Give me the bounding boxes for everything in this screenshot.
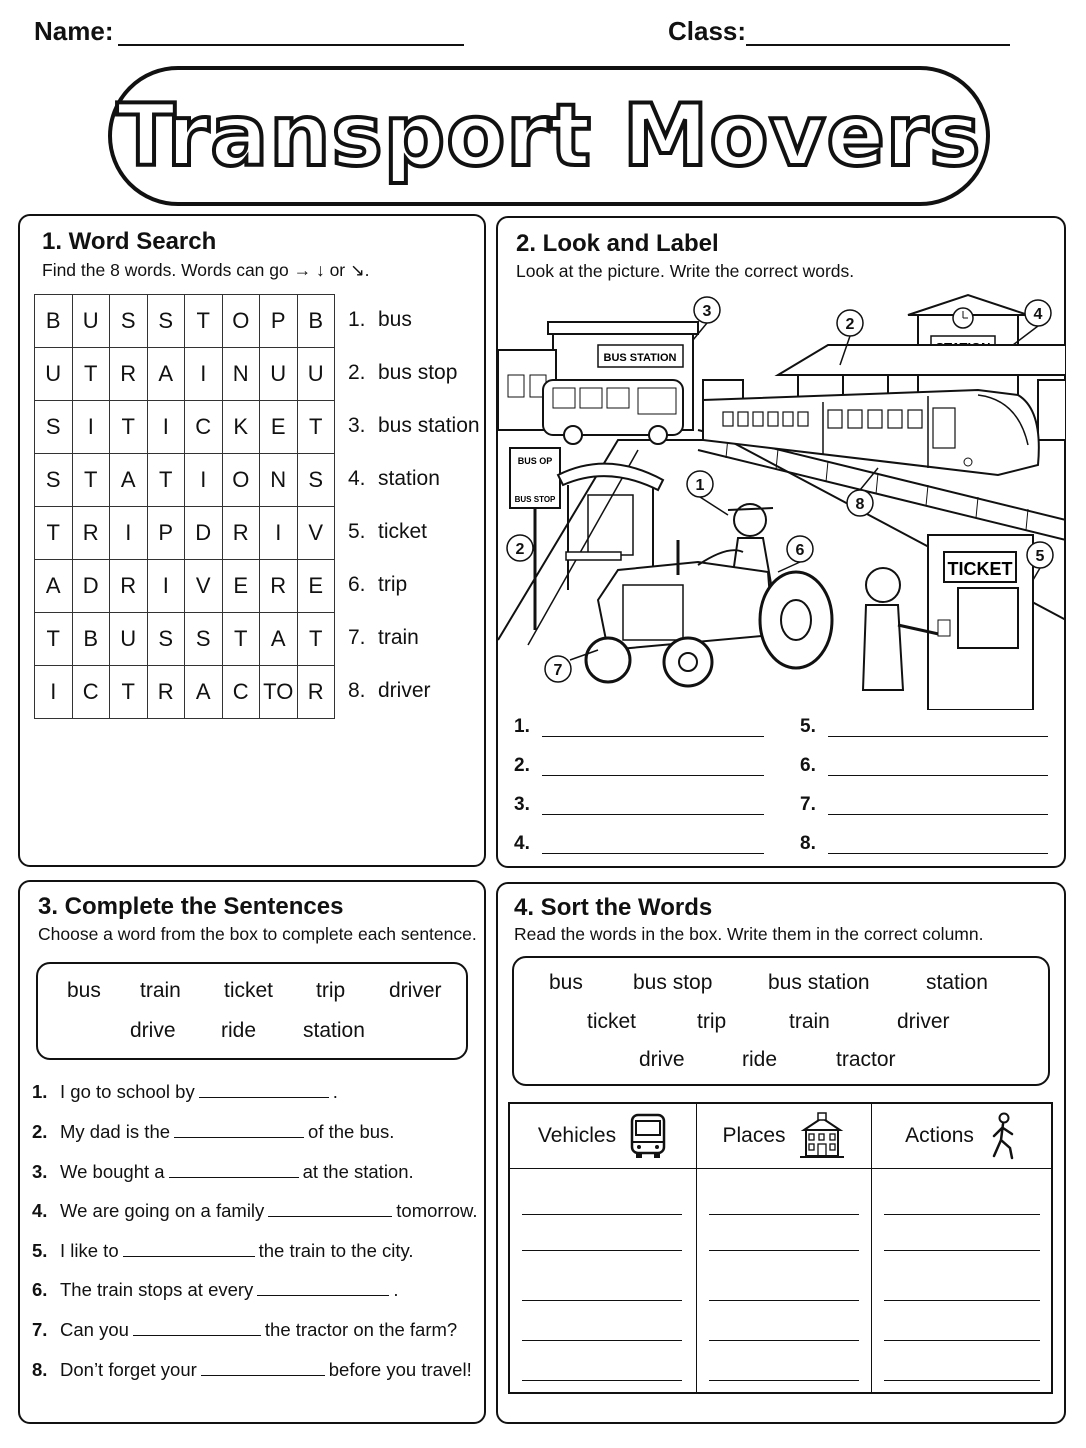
word-box-word: train (140, 979, 181, 1002)
grid-row (35, 560, 335, 613)
word-box-word: bus (67, 979, 101, 1002)
grid-cell[interactable]: U (260, 348, 298, 401)
class-input-line[interactable] (746, 44, 1010, 46)
grid-cell[interactable]: A (110, 454, 148, 507)
vehicles-line[interactable] (522, 1250, 682, 1251)
word-list-item: 3. bus station (348, 414, 480, 437)
grid-cell[interactable]: S (35, 401, 73, 454)
grid-cell[interactable]: P (147, 507, 185, 560)
grid-cell[interactable]: I (185, 454, 223, 507)
answer-8-number: 8. (800, 833, 816, 854)
sentence-5: 5. I like to the train to the city. (32, 1240, 414, 1261)
sentence-8: 8. Don’t forget your before you travel! (32, 1359, 472, 1380)
grid-cell[interactable]: R (260, 560, 298, 613)
answer-2-number: 2. (514, 755, 530, 776)
answer-3-number: 3. (514, 794, 530, 815)
grid-cell[interactable]: I (72, 401, 110, 454)
word-list (348, 308, 480, 732)
answer-7-line[interactable] (828, 814, 1048, 815)
blank-7[interactable] (133, 1318, 261, 1336)
callout-3: 3 (702, 303, 712, 320)
grid-cell[interactable]: T (147, 454, 185, 507)
places-line[interactable] (709, 1340, 859, 1341)
grid-cell[interactable]: I (110, 507, 148, 560)
answer-4-number: 4. (514, 833, 530, 854)
places-line[interactable] (709, 1380, 859, 1381)
grid-cell[interactable]: T (35, 507, 73, 560)
grid-cell[interactable]: T (35, 613, 73, 666)
word-list-item: 1. bus (348, 308, 412, 331)
grid-cell[interactable]: A (185, 666, 223, 719)
answer-5-line[interactable] (828, 736, 1048, 737)
grid-cell[interactable]: R (110, 348, 148, 401)
callout-1: 1 (695, 477, 705, 494)
blank-6[interactable] (257, 1278, 389, 1296)
answer-1-number: 1. (514, 716, 530, 737)
word-box-word: train (789, 1010, 830, 1033)
grid-cell[interactable]: U (297, 348, 335, 401)
word-box-word: tractor (836, 1048, 896, 1071)
bus-station-sign: BUS STATION (603, 352, 677, 364)
blank-2[interactable] (174, 1120, 304, 1138)
grid-cell[interactable]: O (222, 295, 260, 348)
actions-line[interactable] (884, 1340, 1040, 1341)
word-box-word: driver (389, 979, 442, 1002)
actions-line[interactable] (884, 1214, 1040, 1215)
answer-5-number: 5. (800, 716, 816, 737)
vehicles-line[interactable] (522, 1300, 682, 1301)
grid-cell[interactable]: S (185, 613, 223, 666)
actions-line[interactable] (884, 1300, 1040, 1301)
word-box-word: ticket (224, 979, 274, 1002)
grid-cell[interactable]: I (185, 348, 223, 401)
sentence-4: 4. We are going on a family tomorrow. (32, 1200, 478, 1221)
column-header-actions: Actions (872, 1104, 1053, 1168)
grid-cell[interactable]: I (260, 507, 298, 560)
grid-cell[interactable]: TO (260, 666, 298, 719)
word-search-title: 1. Word Search (42, 228, 217, 255)
page-title: Transport Movers (116, 86, 982, 186)
sentence-6: 6. The train stops at every . (32, 1279, 399, 1300)
complete-sentences-instruction: Choose a word from the box to complete each sentence. (38, 924, 477, 944)
word-box-word: drive (130, 1019, 176, 1042)
word-box-word: trip (697, 1010, 727, 1033)
walking-person-icon (986, 1112, 1020, 1160)
bus-stop-sign-top: BUS OP (517, 456, 553, 466)
column-header-vehicles: Vehicles (510, 1104, 696, 1168)
grid-cell[interactable]: E (222, 560, 260, 613)
grid-cell[interactable]: B (297, 295, 335, 348)
sentence-word-box (36, 962, 468, 1060)
vehicles-line[interactable] (522, 1214, 682, 1215)
answer-8-line[interactable] (828, 853, 1048, 854)
grid-cell[interactable]: S (297, 454, 335, 507)
sentence-3: 3. We bought a at the station. (32, 1161, 414, 1182)
grid-cell[interactable]: S (35, 454, 73, 507)
grid-cell[interactable]: O (222, 454, 260, 507)
grid-cell[interactable]: R (222, 507, 260, 560)
sort-words-title: 4. Sort the Words (514, 894, 713, 921)
grid-cell[interactable]: A (35, 560, 73, 613)
name-input-line[interactable] (118, 44, 464, 46)
word-list-item: 4. station (348, 467, 440, 490)
grid-cell[interactable]: A (260, 613, 298, 666)
vehicles-line[interactable] (522, 1340, 682, 1341)
grid-cell[interactable]: V (185, 560, 223, 613)
bus-stop-sign-bottom: BUS STOP (514, 495, 556, 504)
vehicles-line[interactable] (522, 1380, 682, 1381)
callout-8: 8 (855, 496, 865, 513)
grid-cell[interactable]: T (297, 401, 335, 454)
grid-cell[interactable]: S (147, 613, 185, 666)
callout-7: 7 (553, 662, 563, 679)
grid-cell[interactable]: N (260, 454, 298, 507)
grid-cell[interactable]: B (72, 613, 110, 666)
train-drawing (703, 390, 1039, 475)
grid-cell[interactable]: K (222, 401, 260, 454)
sentence-1: 1. I go to school by . (32, 1081, 338, 1102)
transport-scene-illustration (498, 290, 1066, 710)
grid-cell[interactable]: U (110, 613, 148, 666)
word-box-word: bus (549, 971, 583, 994)
word-list-item: 6. trip (348, 573, 408, 596)
callout-6: 6 (795, 542, 805, 559)
bus-icon (628, 1112, 668, 1160)
grid-row (35, 295, 335, 348)
class-label: Class: (668, 16, 747, 46)
tractor-drawing (586, 504, 832, 686)
grid-cell[interactable]: R (110, 560, 148, 613)
word-box-word: station (926, 971, 988, 994)
word-box-word: ticket (587, 1010, 637, 1033)
grid-cell[interactable]: E (297, 560, 335, 613)
grid-cell[interactable]: C (185, 401, 223, 454)
grid-cell[interactable]: I (35, 666, 73, 719)
word-box-word: bus station (768, 971, 870, 994)
grid-cell[interactable]: S (147, 295, 185, 348)
grid-cell[interactable]: T (110, 666, 148, 719)
name-label: Name: (34, 16, 114, 46)
blank-1[interactable] (199, 1080, 329, 1098)
grid-cell[interactable]: E (260, 401, 298, 454)
callout-2-bus-stop: 2 (515, 541, 525, 558)
grid-cell[interactable]: N (222, 348, 260, 401)
word-search-instruction: Find the 8 words. Words can go → ↓ or ↘. (42, 260, 370, 280)
answer-6-line[interactable] (828, 775, 1048, 776)
blank-8[interactable] (201, 1358, 325, 1376)
answer-7-number: 7. (800, 794, 816, 815)
grid-cell[interactable]: U (72, 295, 110, 348)
grid-cell[interactable]: U (35, 348, 73, 401)
word-list-item: 7. train (348, 626, 419, 649)
column-header-places: Places (697, 1104, 871, 1168)
grid-cell[interactable]: T (297, 613, 335, 666)
grid-cell[interactable]: B (35, 295, 73, 348)
grid-cell[interactable]: R (147, 666, 185, 719)
grid-cell[interactable]: R (72, 507, 110, 560)
complete-sentences-title: 3. Complete the Sentences (38, 893, 344, 920)
word-box-word: ride (221, 1019, 257, 1042)
actions-line[interactable] (884, 1250, 1040, 1251)
callout-4: 4 (1033, 306, 1043, 323)
word-search-grid[interactable] (34, 294, 335, 719)
word-box-word: driver (897, 1010, 950, 1033)
word-box-word: ride (742, 1048, 778, 1071)
answer-1-line[interactable] (542, 736, 764, 737)
places-line[interactable] (709, 1214, 859, 1215)
title-banner (108, 66, 990, 206)
answer-4-line[interactable] (542, 853, 764, 854)
grid-cell[interactable]: T (222, 613, 260, 666)
word-box-word: drive (639, 1048, 685, 1071)
sort-words-instruction: Read the words in the box. Write them in the correct column. (514, 924, 984, 944)
callout-5: 5 (1035, 548, 1045, 565)
grid-cell[interactable]: A (147, 348, 185, 401)
grid-row (35, 401, 335, 454)
grid-cell[interactable]: R (297, 666, 335, 719)
bus-drawing (543, 380, 683, 444)
building-icon (798, 1112, 846, 1160)
places-line[interactable] (709, 1250, 859, 1251)
ticket-booth-drawing (863, 535, 1033, 710)
grid-cell[interactable]: T (72, 454, 110, 507)
grid-cell[interactable]: C (72, 666, 110, 719)
word-list-item: 5. ticket (348, 520, 428, 543)
callout-2-platform: 2 (845, 316, 855, 333)
grid-cell[interactable]: T (110, 401, 148, 454)
grid-cell[interactable]: C (222, 666, 260, 719)
look-label-instruction: Look at the picture. Write the correct words. (516, 261, 855, 281)
grid-row (35, 348, 335, 401)
actions-line[interactable] (884, 1380, 1040, 1381)
grid-cell[interactable]: S (110, 295, 148, 348)
answer-3-line[interactable] (542, 814, 764, 815)
grid-cell[interactable]: D (185, 507, 223, 560)
grid-row (35, 454, 335, 507)
grid-row (35, 666, 335, 719)
blank-5[interactable] (123, 1239, 255, 1257)
word-box-word: bus stop (633, 971, 713, 994)
grid-cell[interactable]: I (147, 560, 185, 613)
blank-4[interactable] (268, 1199, 392, 1217)
sentence-2: 2. My dad is the of the bus. (32, 1121, 395, 1142)
grid-cell[interactable]: T (72, 348, 110, 401)
answer-2-line[interactable] (542, 775, 764, 776)
sort-table (508, 1102, 1053, 1394)
places-line[interactable] (709, 1300, 859, 1301)
grid-cell[interactable]: T (185, 295, 223, 348)
answer-6-number: 6. (800, 755, 816, 776)
grid-cell[interactable]: V (297, 507, 335, 560)
word-list-item: 2. bus stop (348, 361, 458, 384)
grid-cell[interactable]: P (260, 295, 298, 348)
grid-cell[interactable]: D (72, 560, 110, 613)
ticket-sign: TICKET (947, 559, 1013, 579)
grid-row (35, 613, 335, 666)
word-box-word: station (303, 1019, 365, 1042)
look-label-title: 2. Look and Label (516, 230, 719, 257)
word-box-word: trip (316, 979, 346, 1002)
blank-3[interactable] (169, 1160, 299, 1178)
grid-cell[interactable]: I (147, 401, 185, 454)
sentence-7: 7. Can you the tractor on the farm? (32, 1319, 458, 1340)
word-list-item: 8. driver (348, 679, 431, 702)
grid-row (35, 507, 335, 560)
